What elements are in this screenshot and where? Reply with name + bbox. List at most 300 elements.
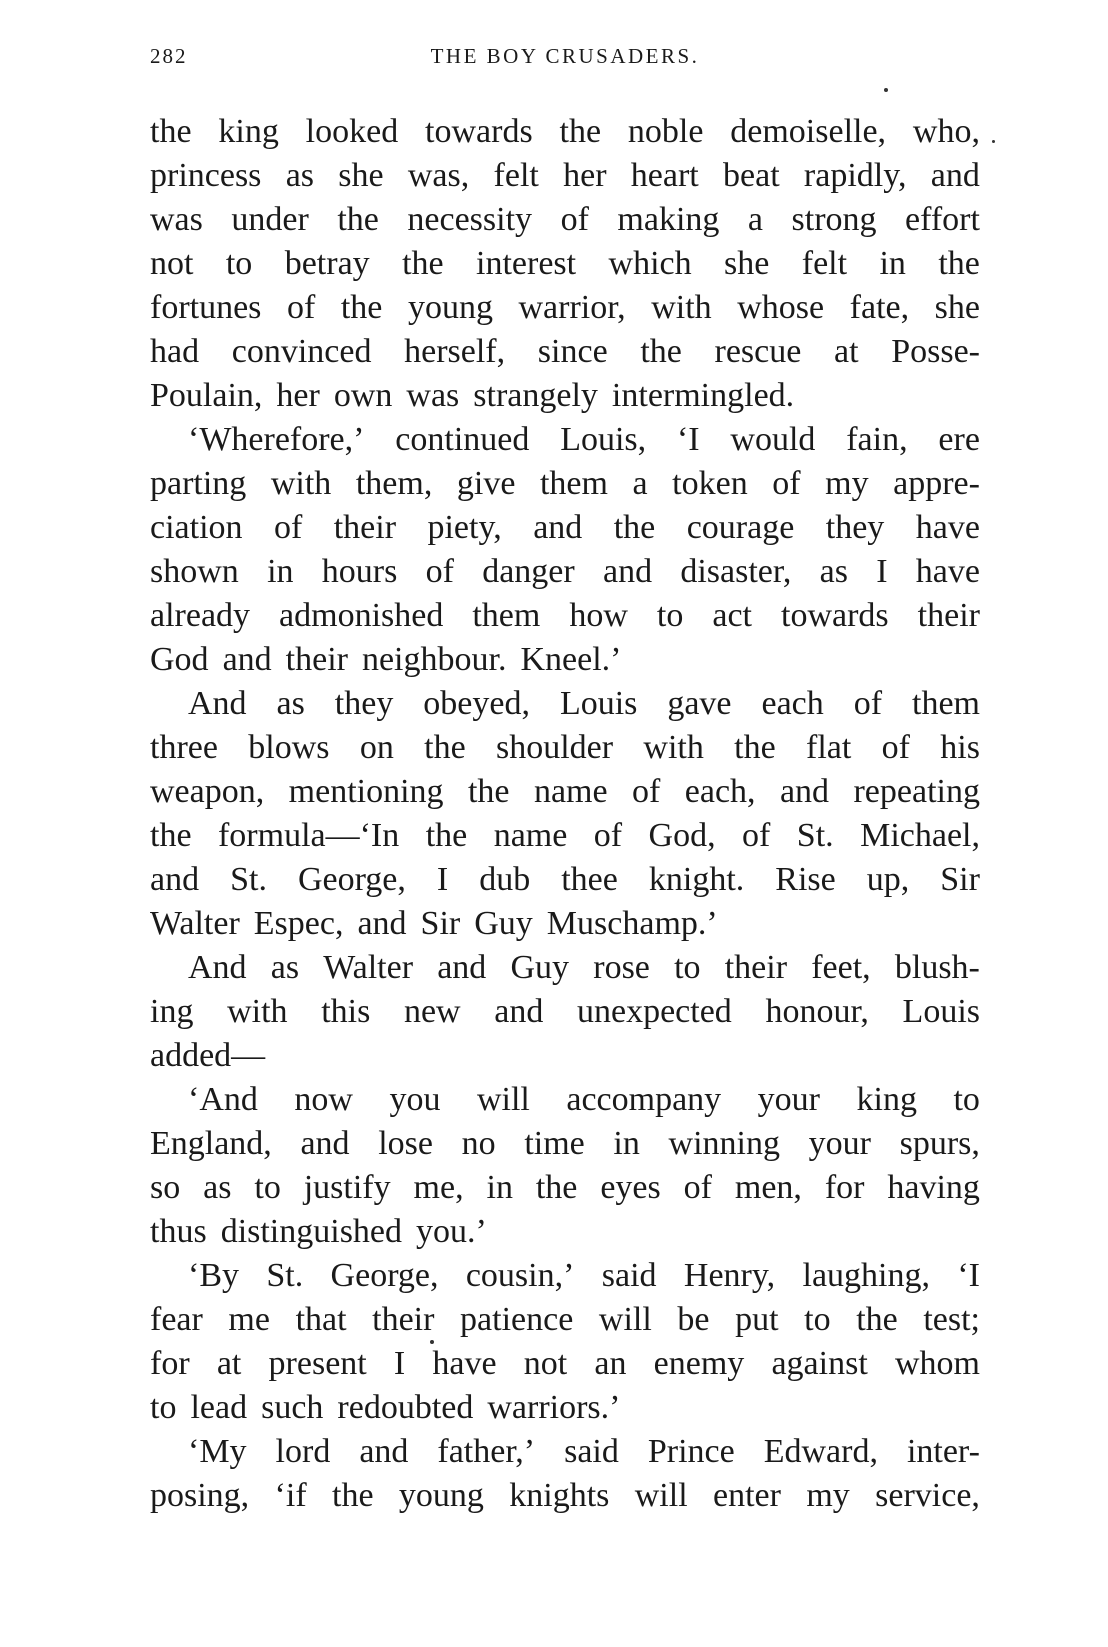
word: my bbox=[806, 1477, 850, 1514]
word: Guy bbox=[474, 905, 533, 942]
word: them bbox=[912, 685, 980, 722]
word: Poulain, bbox=[150, 377, 263, 414]
text-line bbox=[150, 902, 980, 946]
word: knight. bbox=[648, 861, 745, 898]
word: the bbox=[640, 333, 682, 370]
word: who, bbox=[912, 113, 980, 150]
word: as bbox=[276, 685, 305, 722]
word: strangely bbox=[473, 377, 598, 414]
word: Walter bbox=[150, 905, 240, 942]
word: each bbox=[761, 685, 824, 722]
word: each, bbox=[684, 773, 756, 810]
word: at bbox=[216, 1345, 242, 1382]
word: England, bbox=[150, 1125, 272, 1162]
word: for bbox=[824, 1169, 865, 1206]
text-line bbox=[150, 1166, 980, 1210]
word: with bbox=[227, 993, 288, 1030]
word: against bbox=[771, 1345, 868, 1382]
word: enter bbox=[713, 1477, 781, 1514]
word: and bbox=[437, 949, 487, 986]
word: me bbox=[228, 1301, 270, 1338]
word: courage bbox=[686, 509, 795, 546]
word: will bbox=[598, 1301, 652, 1338]
word: the bbox=[340, 289, 383, 326]
word: rescue bbox=[714, 333, 802, 370]
text-line bbox=[150, 1034, 980, 1078]
word: appre- bbox=[893, 465, 980, 502]
word: continued bbox=[395, 421, 530, 458]
word: towards bbox=[425, 113, 533, 150]
word: fortunes bbox=[150, 289, 262, 326]
text-line bbox=[150, 462, 980, 506]
text-line bbox=[150, 1298, 980, 1342]
word: felt bbox=[801, 245, 848, 282]
word: her bbox=[563, 157, 607, 194]
word: she bbox=[724, 245, 770, 282]
word: rose bbox=[593, 949, 650, 986]
text-line bbox=[150, 154, 980, 198]
word: three bbox=[150, 729, 218, 766]
text-line bbox=[150, 242, 980, 286]
word: of bbox=[853, 685, 883, 722]
word: to bbox=[225, 245, 253, 282]
word: and bbox=[300, 1125, 350, 1162]
word: king bbox=[856, 1081, 917, 1118]
word: the bbox=[734, 729, 776, 766]
word: token bbox=[672, 465, 748, 502]
word: beat bbox=[723, 157, 780, 194]
word: the bbox=[337, 201, 379, 238]
word: to bbox=[804, 1301, 831, 1338]
word: on bbox=[359, 729, 394, 766]
word: their bbox=[372, 1301, 435, 1338]
text-line bbox=[150, 1254, 980, 1298]
word: of bbox=[632, 773, 661, 810]
word: of bbox=[560, 201, 589, 238]
text-line bbox=[150, 726, 980, 770]
word: that bbox=[295, 1301, 347, 1338]
text-line bbox=[150, 550, 980, 594]
word: George, bbox=[330, 1257, 439, 1294]
word: formula—‘In bbox=[217, 817, 400, 854]
word: since bbox=[537, 333, 608, 370]
word: ere bbox=[938, 421, 980, 458]
word: unexpected bbox=[576, 993, 732, 1030]
word: warriors.’ bbox=[487, 1389, 621, 1426]
word: the bbox=[856, 1301, 898, 1338]
word: Kneel.’ bbox=[520, 641, 622, 678]
word: thus bbox=[150, 1213, 207, 1250]
word: such bbox=[261, 1389, 324, 1426]
word: repeating bbox=[853, 773, 980, 810]
text-line bbox=[150, 1342, 980, 1386]
word: warrior, bbox=[518, 289, 626, 326]
word: ‘By bbox=[188, 1257, 239, 1294]
word: blows bbox=[248, 729, 330, 766]
word: fain, bbox=[846, 421, 908, 458]
text-line bbox=[150, 814, 980, 858]
word: of bbox=[425, 553, 454, 590]
word: fate, bbox=[849, 289, 910, 326]
word: have bbox=[432, 1345, 497, 1382]
text-line bbox=[150, 770, 980, 814]
word: of bbox=[593, 817, 623, 854]
word: give bbox=[456, 465, 516, 502]
word: St. bbox=[796, 817, 834, 854]
word: as bbox=[819, 553, 848, 590]
word: the bbox=[425, 817, 468, 854]
word: to bbox=[254, 1169, 281, 1206]
word: flat bbox=[806, 729, 852, 766]
word: you.’ bbox=[416, 1213, 487, 1250]
word: the bbox=[150, 817, 192, 854]
word: them, bbox=[355, 465, 433, 502]
word: I bbox=[876, 553, 888, 590]
word: be bbox=[677, 1301, 710, 1338]
word: ‘Wherefore,’ bbox=[188, 421, 365, 458]
word: eyes bbox=[600, 1169, 661, 1206]
word: your bbox=[757, 1081, 820, 1118]
word: the bbox=[613, 509, 656, 546]
word: danger bbox=[482, 553, 575, 590]
word: young bbox=[398, 1477, 484, 1514]
word: of bbox=[286, 289, 316, 326]
word: my bbox=[825, 465, 869, 502]
word: and bbox=[930, 157, 980, 194]
word: the bbox=[402, 245, 444, 282]
word: said bbox=[601, 1257, 657, 1294]
word: had bbox=[150, 333, 200, 370]
word: Sir bbox=[940, 861, 980, 898]
word: fear bbox=[150, 1301, 203, 1338]
word: Walter bbox=[323, 949, 414, 986]
word: God bbox=[150, 641, 209, 678]
word: St. bbox=[230, 861, 267, 898]
text-line bbox=[150, 1474, 980, 1518]
word: to bbox=[674, 949, 701, 986]
word: of bbox=[742, 817, 771, 854]
word: inter- bbox=[906, 1433, 980, 1470]
word: not bbox=[150, 245, 194, 282]
word: distinguished bbox=[220, 1213, 403, 1250]
word: looked bbox=[305, 113, 399, 150]
word: And bbox=[188, 949, 247, 986]
word: and bbox=[779, 773, 830, 810]
text-line bbox=[150, 110, 980, 154]
word: have bbox=[915, 553, 980, 590]
word: weapon, bbox=[150, 773, 265, 810]
word: the bbox=[467, 773, 510, 810]
text-line bbox=[150, 682, 980, 726]
word: you bbox=[389, 1081, 441, 1118]
text-line bbox=[150, 858, 980, 902]
word: her bbox=[276, 377, 320, 414]
word: dub bbox=[479, 861, 531, 898]
text-line bbox=[150, 1210, 980, 1254]
word: and bbox=[357, 905, 407, 942]
word: Michael, bbox=[860, 817, 980, 854]
text-line bbox=[150, 1122, 980, 1166]
word: George, bbox=[297, 861, 406, 898]
word: of bbox=[683, 1169, 712, 1206]
word: patience bbox=[460, 1301, 574, 1338]
text-line bbox=[150, 990, 980, 1034]
text-line bbox=[150, 330, 980, 374]
word: rapidly, bbox=[803, 157, 907, 194]
text-line bbox=[150, 594, 980, 638]
word: was, bbox=[407, 157, 470, 194]
word: she bbox=[934, 289, 980, 326]
text-line bbox=[150, 1430, 980, 1474]
word: name bbox=[493, 817, 568, 854]
word: their bbox=[333, 509, 397, 546]
text-line bbox=[150, 1078, 980, 1122]
word: present bbox=[268, 1345, 367, 1382]
word: the bbox=[150, 113, 192, 150]
word: shoulder bbox=[495, 729, 614, 766]
word: thee bbox=[561, 861, 618, 898]
word: cousin,’ bbox=[465, 1257, 575, 1294]
word: was bbox=[150, 201, 203, 238]
word: now bbox=[294, 1081, 353, 1118]
word: for bbox=[150, 1345, 190, 1382]
text-line bbox=[150, 286, 980, 330]
word: act bbox=[712, 597, 752, 634]
word: spurs, bbox=[899, 1125, 980, 1162]
word: redoubted bbox=[337, 1389, 474, 1426]
word: and bbox=[222, 641, 272, 678]
word: God, bbox=[648, 817, 716, 854]
word: ing bbox=[150, 993, 194, 1030]
word: this bbox=[321, 993, 371, 1030]
word: shown bbox=[150, 553, 239, 590]
word: a bbox=[632, 465, 648, 502]
print-speck bbox=[884, 88, 888, 92]
word: Louis bbox=[902, 993, 980, 1030]
word: whose bbox=[737, 289, 825, 326]
word: his bbox=[940, 729, 980, 766]
word: a bbox=[747, 201, 763, 238]
word: would bbox=[730, 421, 816, 458]
word: Rise bbox=[775, 861, 836, 898]
word: the bbox=[535, 1169, 578, 1206]
word: said bbox=[564, 1433, 619, 1470]
word: mentioning bbox=[288, 773, 444, 810]
word: they bbox=[825, 509, 885, 546]
word: in bbox=[267, 553, 294, 590]
text-line bbox=[150, 374, 980, 418]
word: Espec, bbox=[253, 905, 344, 942]
word: own bbox=[333, 377, 393, 414]
word: in bbox=[879, 245, 906, 282]
text-line bbox=[150, 418, 980, 462]
word: betray bbox=[284, 245, 370, 282]
word: demoiselle, bbox=[730, 113, 887, 150]
word: and bbox=[359, 1433, 409, 1470]
word: at bbox=[834, 333, 859, 370]
print-speck bbox=[430, 1340, 434, 1344]
word: accompany bbox=[566, 1081, 722, 1118]
word: your bbox=[808, 1125, 871, 1162]
word: herself, bbox=[404, 333, 506, 370]
word: and bbox=[150, 861, 200, 898]
word: up, bbox=[866, 861, 910, 898]
word: Louis, bbox=[560, 421, 647, 458]
word: heart bbox=[630, 157, 699, 194]
print-speck bbox=[992, 140, 995, 143]
word: ‘And bbox=[188, 1081, 258, 1118]
word: and bbox=[494, 993, 544, 1030]
word: Posse- bbox=[891, 333, 980, 370]
word: gave bbox=[667, 685, 732, 722]
word: men, bbox=[734, 1169, 802, 1206]
word: name bbox=[533, 773, 608, 810]
word: as bbox=[270, 949, 300, 986]
word: Sir bbox=[420, 905, 461, 942]
word: enemy bbox=[653, 1345, 745, 1382]
word: felt bbox=[493, 157, 539, 194]
word: them bbox=[539, 465, 608, 502]
word: lord bbox=[275, 1433, 331, 1470]
word: blush- bbox=[894, 949, 980, 986]
word: as bbox=[203, 1169, 232, 1206]
word: interest bbox=[476, 245, 577, 282]
word: new bbox=[403, 993, 461, 1030]
running-head bbox=[150, 44, 980, 74]
word: to bbox=[953, 1081, 980, 1118]
word: ‘My bbox=[188, 1433, 247, 1470]
word: an bbox=[594, 1345, 627, 1382]
body-text bbox=[150, 110, 980, 1518]
word: effort bbox=[905, 201, 980, 238]
word: put bbox=[735, 1301, 779, 1338]
word: with bbox=[643, 729, 704, 766]
word: how bbox=[569, 597, 628, 634]
word: test; bbox=[923, 1301, 980, 1338]
word: Edward, bbox=[763, 1433, 878, 1470]
word: with bbox=[651, 289, 712, 326]
text-line bbox=[150, 506, 980, 550]
word: of bbox=[881, 729, 910, 766]
word: lead bbox=[190, 1389, 248, 1426]
word: admonished bbox=[279, 597, 444, 634]
word: the bbox=[332, 1477, 374, 1514]
word: ‘if bbox=[274, 1477, 307, 1514]
word: of bbox=[772, 465, 801, 502]
word: noble bbox=[627, 113, 704, 150]
word: Louis bbox=[559, 685, 638, 722]
word: neighbour. bbox=[361, 641, 507, 678]
word: of bbox=[273, 509, 303, 546]
word: towards bbox=[781, 597, 889, 634]
word: the bbox=[559, 113, 602, 150]
word: feet, bbox=[811, 949, 871, 986]
text-line bbox=[150, 638, 980, 682]
word: not bbox=[523, 1345, 568, 1382]
word: time bbox=[524, 1125, 585, 1162]
page-number: 282 bbox=[150, 44, 188, 68]
word: making bbox=[617, 201, 720, 238]
word: knights bbox=[509, 1477, 610, 1514]
word: service, bbox=[875, 1477, 980, 1514]
word: their bbox=[724, 949, 788, 986]
word: strong bbox=[791, 201, 877, 238]
word: the bbox=[424, 729, 466, 766]
word: honour, bbox=[765, 993, 869, 1030]
word: having bbox=[887, 1169, 980, 1206]
word: which bbox=[608, 245, 692, 282]
word: added— bbox=[150, 1037, 266, 1074]
word: they bbox=[334, 685, 394, 722]
word: whom bbox=[894, 1345, 980, 1382]
word: will bbox=[476, 1081, 530, 1118]
word: their bbox=[285, 641, 348, 678]
word: father,’ bbox=[437, 1433, 536, 1470]
word: disaster, bbox=[680, 553, 792, 590]
word: and bbox=[602, 553, 653, 590]
word: St. bbox=[266, 1257, 304, 1294]
word: lose bbox=[378, 1125, 433, 1162]
word: hours bbox=[321, 553, 398, 590]
word: posing, bbox=[150, 1477, 250, 1514]
word: king bbox=[218, 113, 279, 150]
word: Prince bbox=[647, 1433, 735, 1470]
word: so bbox=[150, 1169, 181, 1206]
text-line bbox=[150, 198, 980, 242]
word: laughing, bbox=[802, 1257, 930, 1294]
text-line bbox=[150, 946, 980, 990]
word: under bbox=[231, 201, 309, 238]
word: me, bbox=[413, 1169, 464, 1206]
word: And bbox=[188, 685, 247, 722]
word: in bbox=[613, 1125, 640, 1162]
word: princess bbox=[150, 157, 262, 194]
word: the bbox=[938, 245, 980, 282]
word: Guy bbox=[510, 949, 570, 986]
word: young bbox=[407, 289, 493, 326]
word: have bbox=[915, 509, 980, 546]
word: parting bbox=[150, 465, 247, 502]
word: in bbox=[486, 1169, 513, 1206]
word: with bbox=[270, 465, 332, 502]
word: justify bbox=[303, 1169, 391, 1206]
word: to bbox=[150, 1389, 177, 1426]
word: Henry, bbox=[683, 1257, 776, 1294]
word: no bbox=[461, 1125, 496, 1162]
word: them bbox=[472, 597, 541, 634]
word: I bbox=[436, 861, 449, 898]
word: was bbox=[406, 377, 460, 414]
word: as bbox=[285, 157, 315, 194]
word: piety, bbox=[427, 509, 502, 546]
word: Muschamp.’ bbox=[546, 905, 718, 942]
word: to bbox=[656, 597, 684, 634]
word: obeyed, bbox=[423, 685, 530, 722]
word: ‘I bbox=[676, 421, 700, 458]
running-title: THE BOY CRUSADERS. bbox=[430, 44, 700, 68]
word: ciation bbox=[150, 509, 243, 546]
word: I bbox=[393, 1345, 406, 1382]
word: ‘I bbox=[957, 1257, 980, 1294]
text-line bbox=[150, 1386, 980, 1430]
word: convinced bbox=[231, 333, 372, 370]
word: necessity bbox=[407, 201, 533, 238]
word: intermingled. bbox=[611, 377, 795, 414]
word: and bbox=[533, 509, 583, 546]
word: will bbox=[634, 1477, 688, 1514]
word: already bbox=[150, 597, 251, 634]
word: winning bbox=[668, 1125, 780, 1162]
